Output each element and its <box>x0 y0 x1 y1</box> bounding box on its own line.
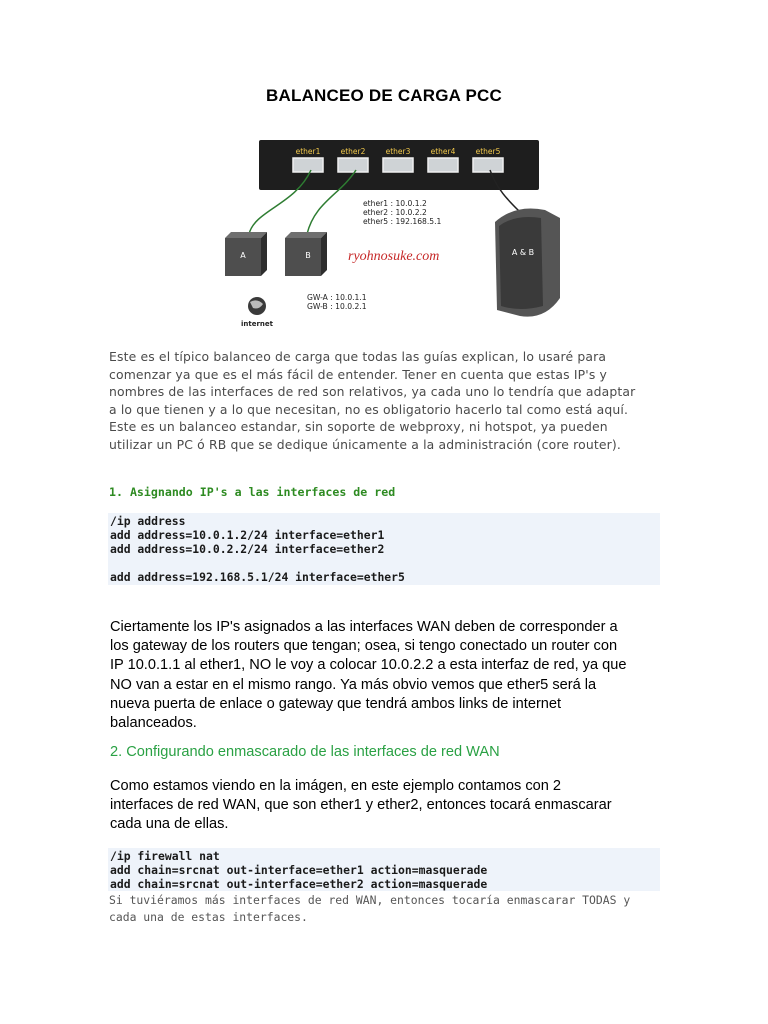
code-block-firewall-nat <box>108 848 660 891</box>
svg-text:A & B: A & B <box>511 248 535 257</box>
port-socket <box>338 158 368 172</box>
port-label: ether5 <box>475 147 501 156</box>
page-title: BALANCEO DE CARGA PCC <box>266 86 502 105</box>
code-line: add chain=srcnat out-interface=ether1 action=masquerade <box>110 863 488 877</box>
svg-text:internet: internet <box>240 320 274 328</box>
router-b-icon <box>285 232 327 276</box>
switch-port-ether2 <box>338 147 368 172</box>
server-ab-icon <box>495 209 560 317</box>
svg-text:B: B <box>305 251 311 260</box>
intro-paragraph <box>109 348 669 454</box>
switch-port-ether5 <box>473 147 503 172</box>
code-line: /ip address <box>110 514 186 528</box>
section-heading-1: 1. Asignando IP's a las interfaces de red <box>109 485 396 499</box>
code-block-ip-address <box>108 513 660 585</box>
intro-line: a lo que tienen y a lo que necesitan, no es obligatorio hacerlo tal como está aquí. <box>109 401 629 417</box>
code-line: add address=10.0.2.2/24 interface=ether2 <box>110 542 385 556</box>
body-line: nueva puerta de enlace o gateway que tendrá ambos links de internet <box>110 695 562 712</box>
section-heading-2: 2. Configurando enmascarado de las interfaces de red WAN <box>110 744 500 760</box>
router-a-icon <box>225 232 267 276</box>
port-socket <box>428 158 458 172</box>
intro-line: Este es un balanceo estandar, sin soporte de webproxy, ni hotspot, ya pueden <box>109 419 608 435</box>
masquerade-paragraph <box>110 777 670 835</box>
internet-globe-icon <box>241 297 274 328</box>
watermark: ryohnosuke.com <box>348 249 440 264</box>
wan-ip-paragraph <box>110 618 670 733</box>
port-label: ether3 <box>385 147 411 156</box>
body-line: NO van a estar en el mismo rango. Ya más obvio vemos que ether5 será la <box>110 676 597 693</box>
body-line: balanceados. <box>110 715 197 732</box>
code-line: add chain=srcnat out-interface=ether2 action=masquerade <box>110 877 488 891</box>
body-line: interfaces de red WAN, que son ether1 y ether2, entonces tocará enmascarar <box>110 797 612 814</box>
code-line: add address=192.168.5.1/24 interface=ether5 <box>110 570 405 584</box>
port-label: ether2 <box>340 147 366 156</box>
svg-text:A: A <box>240 251 246 260</box>
network-diagram <box>215 130 560 340</box>
switch-port-ether3 <box>383 147 413 172</box>
code-line <box>110 556 660 570</box>
port-label: ether4 <box>430 147 456 156</box>
port-label: ether1 <box>295 147 321 156</box>
body-line: IP 10.0.1.1 al ether1, NO le voy a colocar 10.0.2.2 a esta interfaz de red, ya que <box>110 657 627 674</box>
body-line: cada una de ellas. <box>110 816 229 833</box>
gateway-line: GW-A : 10.0.1.1 GW-B : 10.0.2.1 <box>307 293 367 311</box>
port-socket <box>473 158 503 172</box>
intro-line: nombres de las interfaces de red son relativos, ya cada uno lo tendría que adaptar <box>109 384 636 400</box>
body-line: los gateway de los routers que tengan; osea, si tengo conectado un router con <box>110 638 618 655</box>
intro-line: utilizar un PC ó RB que se dedique únicamente a la administración (core router). <box>109 436 621 452</box>
body-line: Ciertamente los IP's asignados a las interfaces WAN deben de corresponder a <box>110 619 618 635</box>
intro-line: comenzar ya que es el más fácil de entender. Tener en cuenta que estas IP's y <box>109 366 607 382</box>
note-line: cada una de estas interfaces. <box>109 909 308 924</box>
note-paragraph <box>109 892 669 925</box>
switch-port-ether1 <box>293 147 323 172</box>
port-socket <box>293 158 323 172</box>
port-socket <box>383 158 413 172</box>
intro-line: Este es el típico balanceo de carga que todas las guías explican, lo usaré para <box>109 349 607 364</box>
note-line: Si tuviéramos más interfaces de red WAN, entonces tocaría enmascarar TODAS y <box>109 893 631 907</box>
code-line: /ip firewall nat <box>110 849 220 863</box>
body-line: Como estamos viendo en la imágen, en este ejemplo contamos con 2 <box>110 778 562 794</box>
code-line: add address=10.0.1.2/24 interface=ether1 <box>110 528 385 542</box>
ip-line: ether1 : 10.0.1.2 ether2 : 10.0.2.2 ether5 : 192.168.5.1 <box>363 199 442 226</box>
switch-port-ether4 <box>428 147 458 172</box>
